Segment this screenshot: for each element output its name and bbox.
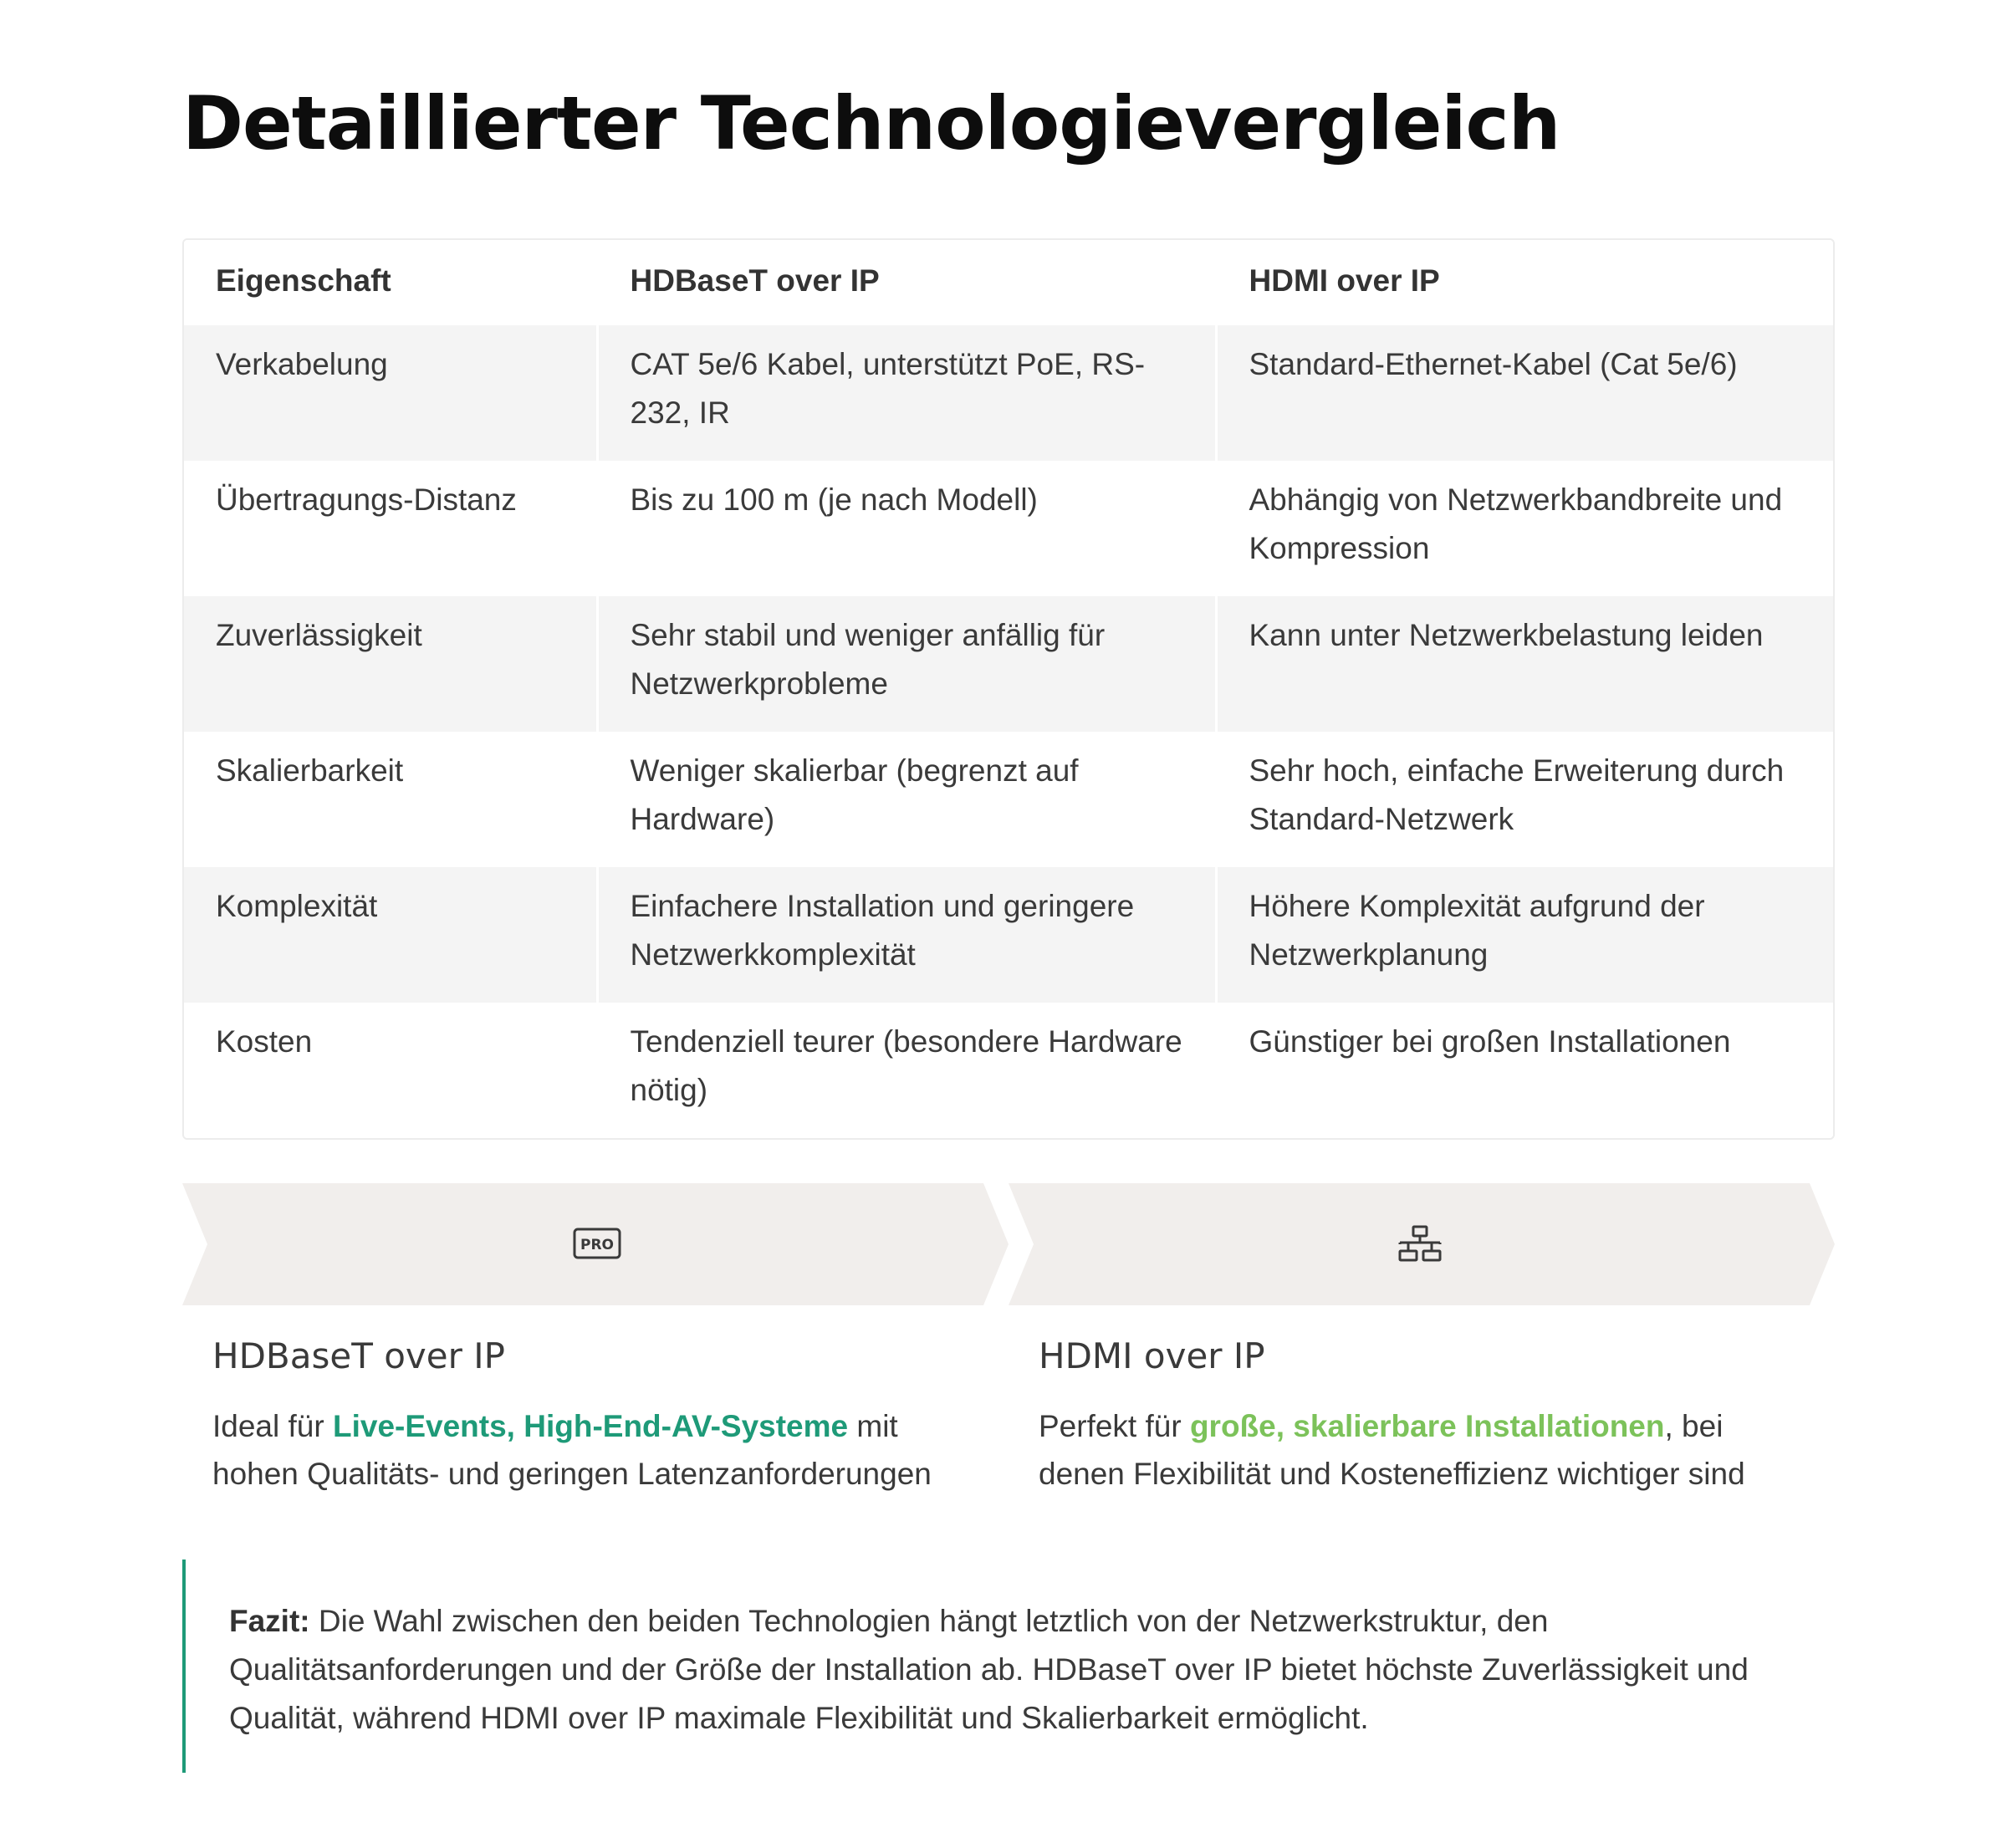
card-highlight: große, skalierbare Installationen: [1189, 1409, 1665, 1443]
card-text-after: mit hohen Qualitäts- und geringen Latenzanforderungen: [212, 1409, 932, 1491]
chevron-banner: [182, 1183, 1009, 1305]
pro-badge-icon: [572, 1225, 622, 1262]
header-property: Eigenschaft: [184, 240, 597, 325]
cell-property: Zuverlässigkeit: [184, 596, 597, 732]
card-text-after: , bei denen Flexibilität und Kosteneffizienz wichtiger sind: [1039, 1409, 1745, 1491]
conclusion-callout: [182, 1560, 1835, 1773]
table-header-row: [184, 240, 1835, 325]
card-text-before: Ideal für: [212, 1409, 333, 1443]
table-row: [184, 461, 1835, 596]
technology-cards: [182, 1183, 1835, 1518]
card-hdmi: [1009, 1183, 1835, 1491]
header-hdmi: HDMI over IP: [1216, 240, 1835, 325]
cell-hdbaset: Bis zu 100 m (je nach Modell): [597, 461, 1216, 596]
conclusion-label: Fazit:: [229, 1604, 310, 1638]
card-title: HDBaseT over IP: [212, 1335, 505, 1376]
cell-hdbaset: Sehr stabil und weniger anfällig für Netzwerkprobleme: [597, 596, 1216, 732]
cell-hdmi: Höhere Komplexität aufgrund der Netzwerkplanung: [1216, 867, 1835, 1003]
card-description: [1039, 1402, 1816, 1498]
cell-hdbaset: CAT 5e/6 Kabel, unterstützt PoE, RS-232, IR: [597, 325, 1216, 461]
network-icon: [1395, 1225, 1445, 1262]
cell-hdbaset: Weniger skalierbar (begrenzt auf Hardware): [597, 732, 1216, 867]
table-row: [184, 867, 1835, 1003]
cell-property: Kosten: [184, 1003, 597, 1138]
card-hdbaset: [182, 1183, 1009, 1491]
card-description: [212, 1402, 990, 1498]
cell-hdmi: Kann unter Netzwerkbelastung leiden: [1216, 596, 1835, 732]
conclusion-text: Die Wahl zwischen den beiden Technologien hängt letztlich von der Netzwerkstruktur, den Qualitätsanforderungen und der Größe der Installation ab. HDBaseT over IP bietet höchste Zuverlässigkeit und Qualität, während HDMI over IP maximale Flexibilität und Skalierbarkeit ermöglicht.: [229, 1604, 1749, 1735]
cell-property: Skalierbarkeit: [184, 732, 597, 867]
card-title: HDMI over IP: [1039, 1335, 1265, 1376]
cell-property: Verkabelung: [184, 325, 597, 461]
pro-badge-text: PRO: [580, 1237, 615, 1253]
cell-hdmi: Günstiger bei großen Installationen: [1216, 1003, 1835, 1138]
cell-hdmi: Standard-Ethernet-Kabel (Cat 5e/6): [1216, 325, 1835, 461]
card-text-before: Perfekt für: [1039, 1409, 1190, 1443]
table-row: [184, 325, 1835, 461]
cell-hdmi: Sehr hoch, einfache Erweiterung durch Standard-Netzwerk: [1216, 732, 1835, 867]
chevron-banner: [1009, 1183, 1835, 1305]
cell-property: Übertragungs-Distanz: [184, 461, 597, 596]
page-title: Detaillierter Technologievergleich: [182, 80, 1560, 166]
header-hdbaset: HDBaseT over IP: [597, 240, 1216, 325]
cell-hdmi: Abhängig von Netzwerkbandbreite und Kompression: [1216, 461, 1835, 596]
cell-hdbaset: Tendenziell teurer (besondere Hardware nötig): [597, 1003, 1216, 1138]
cell-hdbaset: Einfachere Installation und geringere Netzwerkkomplexität: [597, 867, 1216, 1003]
card-highlight: Live-Events, High-End-AV-Systeme: [332, 1409, 849, 1443]
table-row: [184, 1003, 1835, 1138]
cell-property: Komplexität: [184, 867, 597, 1003]
comparison-table: [182, 238, 1835, 1140]
table-row: [184, 596, 1835, 732]
table-row: [184, 732, 1835, 867]
